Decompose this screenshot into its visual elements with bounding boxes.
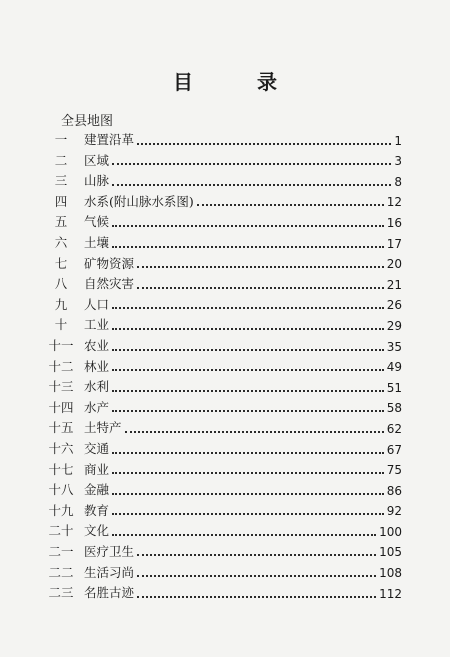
toc-entry-number: 十八	[48, 482, 74, 498]
toc-entry-number: 七	[54, 255, 68, 271]
dot-leader	[112, 493, 384, 495]
toc-entry-title: 水产	[84, 399, 110, 415]
dot-leader	[125, 431, 384, 433]
dot-leader	[137, 143, 391, 145]
dot-leader	[112, 328, 384, 330]
toc-entry	[40, 291, 402, 312]
toc-entry-title: 医疗卫生	[84, 543, 135, 559]
toc-entry-page: 86	[386, 483, 402, 498]
toc-entry-number: 二三	[48, 585, 74, 601]
toc-entry-title: 区域	[84, 152, 110, 168]
toc-entry	[40, 497, 402, 518]
toc-entry-title: 农业	[84, 338, 110, 354]
dot-leader	[112, 410, 384, 412]
toc-entry	[40, 332, 402, 353]
toc-entry	[40, 353, 402, 374]
toc-entry-page: 51	[386, 380, 402, 395]
toc-entry-title: 自然灾害	[84, 276, 135, 292]
toc-entry-number: 十九	[48, 502, 74, 518]
toc-entry-title: 水利	[84, 379, 110, 395]
toc-entry-page: 49	[386, 360, 402, 375]
toc-entry	[40, 414, 402, 435]
toc-entry-title: 教育	[84, 502, 110, 518]
toc-entry-page: 62	[386, 421, 402, 436]
dot-leader	[112, 184, 391, 186]
toc-entry	[40, 311, 402, 332]
toc-entry-title: 气候	[84, 214, 110, 230]
toc-entry-title: 生活习尚	[84, 564, 135, 580]
toc-entry	[40, 270, 402, 291]
toc-entry-page: 17	[386, 236, 402, 251]
toc-entry-page: 75	[386, 463, 402, 478]
toc-entry-number: 十六	[48, 441, 74, 456]
toc-entry-page: 21	[386, 277, 402, 292]
dot-leader	[137, 266, 384, 268]
toc-entry-number: 八	[54, 276, 68, 292]
dot-leader	[112, 307, 384, 309]
toc-entry-page: 108	[379, 566, 402, 581]
toc-entry-number: 九	[54, 296, 68, 312]
toc-entry-page: 3	[394, 154, 402, 169]
toc-entry-number: 十四	[48, 399, 74, 415]
toc-entry	[40, 538, 402, 559]
toc-entry-title: 土壤	[84, 235, 110, 251]
dot-leader	[112, 534, 376, 536]
toc-entry-number: 十五	[48, 420, 74, 436]
toc-entry-title: 工业	[84, 317, 110, 333]
dot-leader	[137, 575, 376, 577]
toc-entry-number: 十二	[48, 358, 74, 374]
toc-entry-page: 92	[386, 504, 402, 519]
toc-entry-number: 十一	[48, 338, 74, 354]
dot-leader	[112, 513, 384, 515]
toc-entry-page: 8	[394, 174, 402, 189]
toc-entry	[40, 558, 402, 579]
toc-entry-page: 100	[379, 524, 402, 539]
toc-entry-title: 商业	[84, 461, 110, 477]
dot-leader	[137, 554, 376, 556]
toc-entry-page: 29	[386, 318, 402, 333]
toc-entry-number: 二二	[48, 564, 74, 580]
toc-entry-title: 水系(附山脉水系图)	[84, 193, 194, 209]
toc-entry-page: 26	[386, 298, 402, 313]
toc-entry-title: 名胜古迹	[84, 585, 135, 601]
toc-entry-title: 林业	[84, 358, 110, 374]
toc-entry-title: 金融	[84, 482, 110, 498]
toc-entry-page: 20	[386, 257, 402, 272]
toc-entry	[40, 579, 402, 600]
page-title: 目 录	[173, 70, 299, 94]
toc-entry	[40, 126, 402, 147]
toc-entry	[40, 476, 402, 497]
toc-entry-number: 二十	[48, 523, 74, 539]
toc-entry-page: 1	[394, 133, 402, 148]
dot-leader	[112, 452, 384, 454]
toc-entry	[40, 147, 402, 168]
dot-leader	[137, 287, 384, 289]
toc-entry-page: 58	[386, 401, 402, 416]
dot-leader	[112, 163, 391, 165]
toc-entry	[40, 517, 402, 538]
toc-entry-number: 十三	[48, 379, 74, 395]
toc-entry-number: 五	[54, 214, 68, 230]
toc-entry-title: 山脉	[84, 173, 110, 189]
toc-entry	[40, 208, 402, 229]
toc-entry	[40, 229, 402, 250]
dot-leader	[137, 596, 376, 598]
dot-leader	[112, 225, 384, 227]
toc-entry-page: 35	[386, 339, 402, 354]
dot-leader	[112, 472, 384, 474]
toc-entry	[40, 188, 402, 209]
toc-entry-number: 二	[54, 152, 68, 168]
toc-entry-title: 土特产	[84, 420, 122, 436]
section-heading: 全县地图	[61, 114, 114, 129]
toc-entry-page: 105	[379, 545, 402, 560]
toc-entry-title: 建置沿革	[84, 132, 135, 148]
toc-entry-number: 三	[54, 173, 68, 189]
toc-entry	[40, 250, 402, 271]
table-of-contents	[40, 126, 402, 600]
toc-entry-number: 十七	[48, 461, 74, 477]
toc-entry	[40, 435, 402, 456]
toc-entry	[40, 373, 402, 394]
toc-entry-title: 矿物资源	[84, 255, 135, 271]
toc-entry-title: 人口	[84, 296, 110, 312]
toc-entry-title: 文化	[84, 523, 110, 539]
toc-entry-number: 二一	[48, 543, 74, 559]
toc-entry	[40, 456, 402, 477]
toc-entry-number: 六	[54, 235, 68, 251]
toc-entry-number: 一	[54, 132, 68, 148]
toc-entry	[40, 394, 402, 415]
toc-entry-page: 16	[386, 215, 402, 230]
toc-entry	[40, 167, 402, 188]
dot-leader	[197, 204, 384, 206]
toc-entry-number: 十	[54, 317, 68, 333]
dot-leader	[112, 390, 384, 392]
toc-entry-page: 67	[386, 442, 402, 457]
toc-entry-title: 交通	[84, 441, 110, 456]
toc-entry-number: 四	[54, 193, 68, 209]
dot-leader	[112, 369, 384, 371]
dot-leader	[112, 246, 384, 248]
dot-leader	[112, 349, 384, 351]
toc-entry-page: 112	[379, 586, 402, 601]
toc-entry-page: 12	[386, 195, 402, 210]
